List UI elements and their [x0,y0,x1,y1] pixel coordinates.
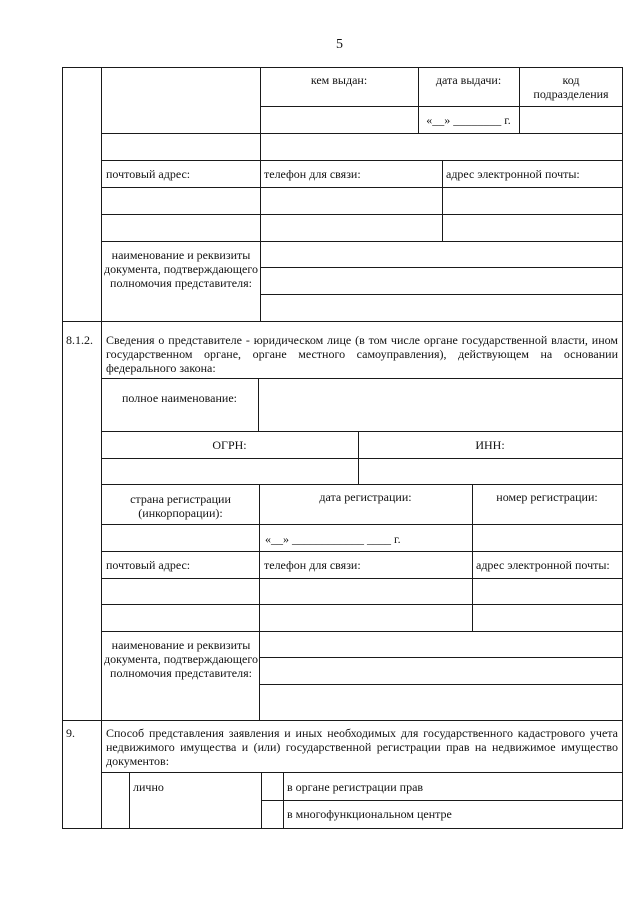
section-number-8-1-2: 8.1.2. [66,333,93,347]
email-label-2: адрес электронной почты: [476,558,610,572]
grid-line [101,241,622,242]
authority-doc-label-2: наименование и реквизиты документа, подтверждающего полномочия представителя: [104,638,258,680]
grid-line [101,604,622,605]
grid-line [101,133,622,134]
full-name-label: полное наименование: [122,391,237,405]
issued-by-field[interactable] [261,107,418,133]
grid-line [259,657,622,658]
reg-country-label: страна регистрации (инкорпорации): [130,492,231,520]
grid-line [101,551,622,552]
postal-address-label: почтовый адрес: [106,167,191,181]
ogrn-label: ОГРН: [212,438,247,452]
issue-date-field[interactable] [419,107,519,133]
grid-line [101,524,622,525]
checkbox-mfc[interactable] [262,801,283,828]
division-code-label: код подразделения [533,73,609,101]
grid-line [101,160,622,161]
issue-date-template: «__» ________ г. [426,113,511,127]
grid-line [260,294,622,295]
section-title-8-1-2: Сведения о представителе - юридическом лице (в том числе органе государственной власти, ином государственном органе, органе местного самоуправления), действующем на основании федерального закона: [106,333,618,375]
grid-line [101,772,622,773]
page-number: 5 [336,37,343,52]
table-border-right [622,67,623,829]
phone-label: телефон для связи: [264,167,361,181]
grid-line [101,187,622,188]
email-label: адрес электронной почты: [446,167,580,181]
reg-number-label: номер регистрации: [496,490,598,504]
in-person-label: лично [133,780,164,794]
section-number-9: 9. [66,726,75,740]
phone-label-2: телефон для связи: [264,558,361,572]
grid-line [62,720,623,721]
reg-date-template: «__» ____________ ____ г. [265,532,401,546]
grid-line [261,800,622,801]
grid-line [101,214,622,215]
section-title-9: Способ представления заявления и иных необходимых для государственного кадастрового учета недвижимого имущества и (или) государственной регистрации прав на недвижимое имущество документов: [106,726,618,768]
grid-line [259,484,260,631]
division-code-field[interactable] [520,107,622,133]
grid-line [472,484,473,631]
grid-line [101,484,622,485]
inn-label: ИНН: [475,438,505,452]
inn-field[interactable] [359,459,622,484]
checkbox-registration-body[interactable] [262,773,283,800]
ogrn-field[interactable] [102,459,358,484]
grid-line [442,160,443,241]
issued-by-label: кем выдан: [310,73,368,87]
table-border-left [62,67,63,829]
full-name-field[interactable] [259,379,622,431]
grid-line [129,772,130,828]
authority-doc-label: наименование и реквизиты документа, подтверждающего полномочия представителя: [104,248,258,290]
grid-line [259,684,622,685]
grid-line [260,267,622,268]
grid-line [101,578,622,579]
grid-line [101,631,622,632]
option-registration-body: в органе регистрации прав [287,780,424,794]
grid-line [62,321,623,322]
table-border-bottom [62,828,623,829]
postal-address-label-2: почтовый адрес: [106,558,191,572]
reg-date-label: дата регистрации: [319,490,412,504]
grid-line [101,431,622,432]
option-mfc: в многофункциональном центре [287,807,452,821]
grid-line [259,631,260,721]
issue-date-label: дата выдачи: [435,73,502,87]
table-border-top [62,67,623,68]
